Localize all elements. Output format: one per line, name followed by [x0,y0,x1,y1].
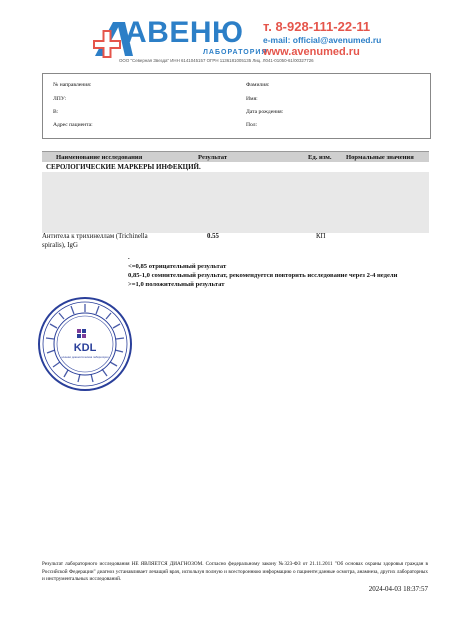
lab-stamp-icon [37,296,133,392]
header-unit: Ед. изм. [308,153,332,161]
email-address: e-mail: official@avenumed.ru [263,35,382,45]
header-test-name: Наименование исследования [56,153,143,161]
phone-number: т. 8-928-111-22-11 [263,19,371,34]
brand-subtitle: ЛАБОРАТОРИЯ [203,49,268,56]
notes-dot: . [128,254,130,261]
name-label: Имя: [246,96,258,102]
referral-label: № направления: [53,82,92,88]
legal-info: ООО "Северная Звезда" ИНН 6141045157 ОГРН 1136181005135 Лиц. Л041-01050-61/00327726 [119,58,314,63]
note-positive: >=1,0 положительный результат [128,281,225,288]
patient-info-box [42,73,431,139]
note-negative: <=0,85 отрицательный результат [128,263,227,270]
section-title: СЕРОЛОГИЧЕСКИЕ МАРКЕРЫ ИНФЕКЦИЙ. [46,163,201,171]
test-result-value: 0.55 [207,233,219,240]
sex-label: Пол: [246,122,258,128]
lpu-label: ЛПУ: [53,96,67,102]
address-label: Адрес пациента: [53,122,93,128]
report-timestamp: 2024-04-03 18:37:57 [368,585,428,593]
surname-label: Фамилия: [246,82,270,88]
contact-block [263,20,381,59]
brand-name: АВЕНЮ [125,16,244,49]
test-name-line2: spiralis), IgG [42,242,78,249]
stamp-center-sub: клинико диагностическая лаборатория [61,356,109,359]
results-table-header [42,151,429,162]
doctor-label: В: [53,109,59,115]
test-unit: КП [316,233,326,240]
header-result: Результат [198,153,228,161]
header-reference: Нормальные значения [346,153,414,161]
stamp-center-text: KDL [73,342,97,354]
section-shading [42,172,429,233]
reference-notes [128,253,398,289]
disclaimer: Результат лабораторного исследования НЕ ЯВЛЯЕТСЯ ДИАГНОЗОМ. Согласно федеральному закону №323-ФЗ от 21.11.2011 "Об основах охраны здоровья граждан в Российской Федерации" диагноз устанавливает лечащий врач, используя полную и всестороннюю информацию о пациенте:данные осмотра, анамнеза, других лабораторных и инструментальных исследований. [42,561,428,582]
dob-label: Дата рождения: [246,109,284,115]
test-name-line1: Антитела к трихинеллам (Trichinella [42,233,148,240]
website: www.avenumed.ru [263,46,360,58]
note-doubtful: 0,85-1,0 сомнительный результат, рекомендуется повторить исследование через 2-4 недели [128,272,398,279]
